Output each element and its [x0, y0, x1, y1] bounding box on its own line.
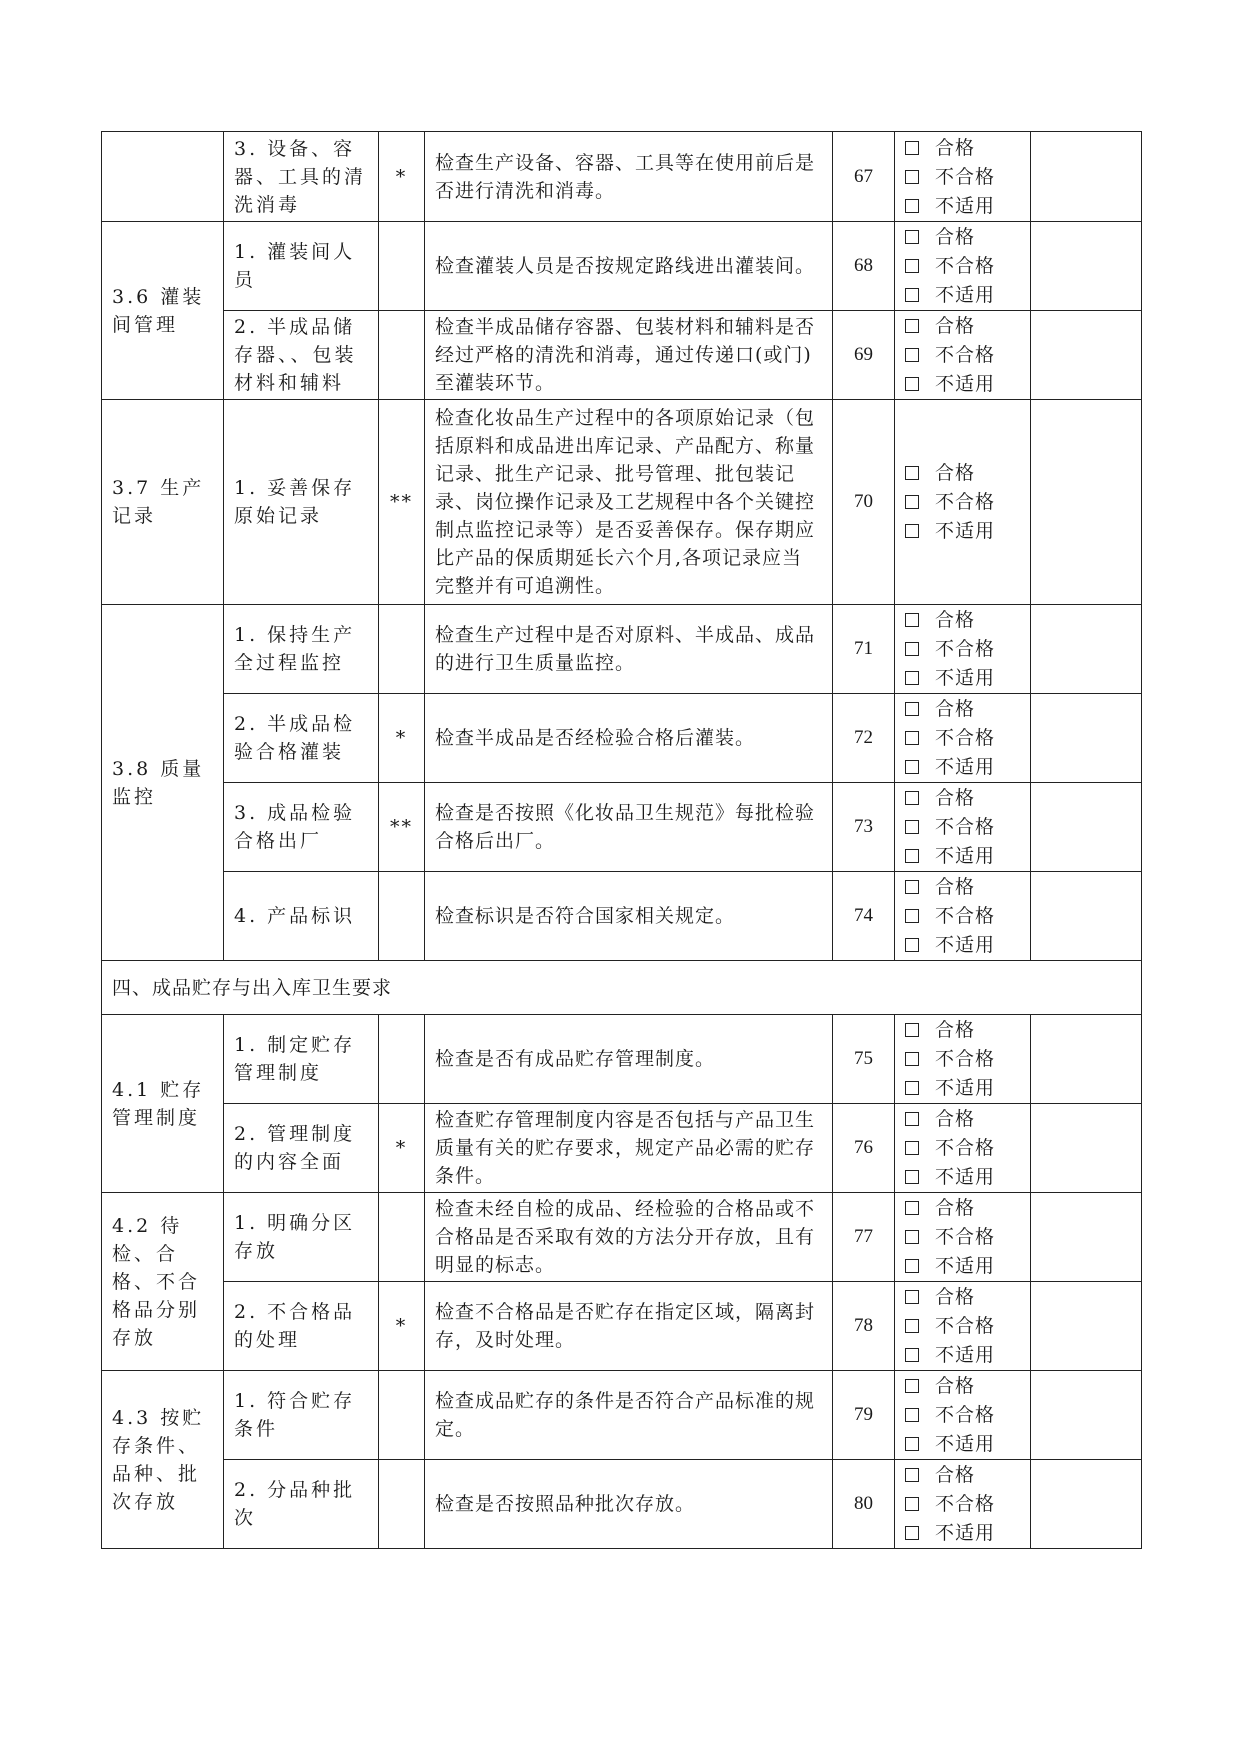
check-content: 检查贮存管理制度内容是否包括与产品卫生质量有关的贮存要求，规定产品必需的贮存条件。: [425, 1104, 833, 1193]
checkbox-icon[interactable]: [905, 259, 919, 273]
option-fail[interactable]: 不合格: [905, 162, 1020, 191]
result-options: [895, 783, 1031, 872]
option-fail[interactable]: 不合格: [905, 635, 1020, 664]
checkbox-icon[interactable]: [905, 524, 919, 538]
checkbox-icon[interactable]: [905, 1437, 919, 1451]
item-number: 71: [833, 605, 895, 694]
checkbox-icon[interactable]: [905, 702, 919, 716]
checkbox-icon[interactable]: [905, 1379, 919, 1393]
sub-item-cell: 2. 管理制度的内容全面: [224, 1104, 379, 1193]
importance-mark: *: [379, 694, 425, 783]
checkbox-icon[interactable]: [905, 909, 919, 923]
checkbox-icon[interactable]: [905, 1052, 919, 1066]
checkbox-icon[interactable]: [905, 1170, 919, 1184]
sub-item-cell: 4. 产品标识: [224, 872, 379, 961]
result-options: [895, 222, 1031, 311]
table-row: [102, 132, 1142, 222]
option-pass[interactable]: 合格: [905, 1016, 1020, 1045]
checkbox-icon[interactable]: [905, 230, 919, 244]
item-number: 79: [833, 1371, 895, 1460]
result-options: [895, 1371, 1031, 1460]
checkbox-icon[interactable]: [905, 880, 919, 894]
item-number: 77: [833, 1193, 895, 1282]
option-fail[interactable]: 不合格: [905, 1223, 1020, 1252]
sub-item-cell: 3. 成品检验合格出厂: [224, 783, 379, 872]
importance-mark: *: [379, 1282, 425, 1371]
checkbox-icon[interactable]: [905, 1290, 919, 1304]
checkbox-icon[interactable]: [905, 199, 919, 213]
sub-item-cell: 2. 半成品检验合格灌装: [224, 694, 379, 783]
check-content: 检查是否按照品种批次存放。: [425, 1460, 833, 1549]
remarks-cell[interactable]: [1031, 1371, 1142, 1460]
option-na[interactable]: 不适用: [905, 753, 1020, 782]
option-na[interactable]: 不适用: [905, 191, 1020, 220]
table-row: [102, 1460, 1142, 1549]
check-content: 检查生产设备、容器、工具等在使用前后是否进行清洗和消毒。: [425, 132, 833, 222]
importance-mark: [379, 605, 425, 694]
importance-mark: [379, 1371, 425, 1460]
option-na[interactable]: 不适用: [905, 931, 1020, 960]
check-content: 检查标识是否符合国家相关规定。: [425, 872, 833, 961]
importance-mark: [379, 1460, 425, 1549]
sub-item-cell: 1. 制定贮存管理制度: [224, 1015, 379, 1104]
table-row: [102, 222, 1142, 311]
checkbox-icon[interactable]: [905, 1081, 919, 1095]
result-options: [895, 400, 1031, 605]
option-na[interactable]: 不适用: [905, 1341, 1020, 1370]
sub-item-cell: 1. 保持生产全过程监控: [224, 605, 379, 694]
result-options: [895, 1282, 1031, 1371]
option-fail[interactable]: 不合格: [905, 1134, 1020, 1163]
result-options: [895, 1104, 1031, 1193]
item-cell: 3.6 灌装间管理: [102, 222, 224, 400]
checkbox-icon[interactable]: [905, 1141, 919, 1155]
table-row: [102, 400, 1142, 605]
checkbox-icon[interactable]: [905, 1201, 919, 1215]
importance-mark: [379, 222, 425, 311]
sub-item-cell: 2. 分品种批次: [224, 1460, 379, 1549]
importance-mark: **: [379, 400, 425, 605]
checkbox-icon[interactable]: [905, 319, 919, 333]
check-content: 检查是否按照《化妆品卫生规范》每批检验合格后出厂。: [425, 783, 833, 872]
check-content: 检查半成品储存容器、包装材料和辅料是否经过严格的清洗和消毒，通过传递口(或门)至灌装环节。: [425, 311, 833, 400]
option-fail[interactable]: 不合格: [905, 1045, 1020, 1074]
remarks-cell[interactable]: [1031, 400, 1142, 605]
check-content: 检查是否有成品贮存管理制度。: [425, 1015, 833, 1104]
item-number: 74: [833, 872, 895, 961]
option-fail[interactable]: 不合格: [905, 1401, 1020, 1430]
option-fail[interactable]: 不合格: [905, 252, 1020, 281]
result-options: [895, 1015, 1031, 1104]
option-pass[interactable]: 合格: [905, 695, 1020, 724]
option-pass[interactable]: 合格: [905, 606, 1020, 635]
option-pass[interactable]: 合格: [905, 1105, 1020, 1134]
checkbox-icon[interactable]: [905, 1023, 919, 1037]
checkbox-icon[interactable]: [905, 791, 919, 805]
remarks-cell[interactable]: [1031, 694, 1142, 783]
table-row: [102, 1104, 1142, 1193]
checkbox-icon[interactable]: [905, 348, 919, 362]
checkbox-icon[interactable]: [905, 1408, 919, 1422]
option-pass[interactable]: 合格: [905, 1372, 1020, 1401]
importance-mark: [379, 311, 425, 400]
checkbox-icon[interactable]: [905, 1468, 919, 1482]
checkbox-icon[interactable]: [905, 466, 919, 480]
sub-item-cell: 1. 妥善保存原始记录: [224, 400, 379, 605]
option-na[interactable]: 不适用: [905, 517, 1020, 546]
checkbox-icon[interactable]: [905, 141, 919, 155]
sub-item-cell: 1. 灌装间人员: [224, 222, 379, 311]
checkbox-icon[interactable]: [905, 495, 919, 509]
option-fail[interactable]: 不合格: [905, 902, 1020, 931]
result-options: [895, 132, 1031, 222]
importance-mark: **: [379, 783, 425, 872]
remarks-cell[interactable]: [1031, 1015, 1142, 1104]
item-number: 76: [833, 1104, 895, 1193]
option-fail[interactable]: 不合格: [905, 813, 1020, 842]
remarks-cell[interactable]: [1031, 783, 1142, 872]
remarks-cell[interactable]: [1031, 1282, 1142, 1371]
item-number: 75: [833, 1015, 895, 1104]
item-number: 80: [833, 1460, 895, 1549]
option-na[interactable]: 不适用: [905, 1074, 1020, 1103]
item-number: 69: [833, 311, 895, 400]
check-content: 检查不合格品是否贮存在指定区域，隔离封存，及时处理。: [425, 1282, 833, 1371]
checkbox-icon[interactable]: [905, 288, 919, 302]
table-row: [102, 311, 1142, 400]
sub-item-cell: 2. 半成品储存器、、包装材料和辅料: [224, 311, 379, 400]
result-options: [895, 694, 1031, 783]
table-row: [102, 694, 1142, 783]
sub-item-cell: 1. 符合贮存条件: [224, 1371, 379, 1460]
option-pass[interactable]: 合格: [905, 784, 1020, 813]
option-pass[interactable]: 合格: [905, 1194, 1020, 1223]
item-cell-empty: [102, 132, 224, 222]
item-cell: 3.7 生产记录: [102, 400, 224, 605]
option-na[interactable]: 不适用: [905, 281, 1020, 310]
item-number: 73: [833, 783, 895, 872]
remarks-cell[interactable]: [1031, 132, 1142, 222]
option-fail[interactable]: 不合格: [905, 1312, 1020, 1341]
section-title: 四、成品贮存与出入库卫生要求: [102, 961, 1142, 1015]
inspection-table: [101, 131, 1142, 1549]
checkbox-icon[interactable]: [905, 1230, 919, 1244]
result-options: [895, 311, 1031, 400]
table-row: [102, 605, 1142, 694]
importance-mark: [379, 1015, 425, 1104]
checkbox-icon[interactable]: [905, 170, 919, 184]
check-content: 检查半成品是否经检验合格后灌装。: [425, 694, 833, 783]
checkbox-icon[interactable]: [905, 1348, 919, 1362]
table-row: [102, 1193, 1142, 1282]
checkbox-icon[interactable]: [905, 377, 919, 391]
option-fail[interactable]: 不合格: [905, 724, 1020, 753]
option-na[interactable]: 不适用: [905, 1252, 1020, 1281]
checkbox-icon[interactable]: [905, 1259, 919, 1273]
option-fail[interactable]: 不合格: [905, 1490, 1020, 1519]
check-content: 检查生产过程中是否对原料、半成品、成品的进行卫生质量监控。: [425, 605, 833, 694]
checkbox-icon[interactable]: [905, 1112, 919, 1126]
option-pass[interactable]: 合格: [905, 873, 1020, 902]
result-options: [895, 1193, 1031, 1282]
option-pass[interactable]: 合格: [905, 1283, 1020, 1312]
remarks-cell[interactable]: [1031, 872, 1142, 961]
table-row: [102, 872, 1142, 961]
result-options: [895, 872, 1031, 961]
table-row: [102, 1015, 1142, 1104]
item-number: 70: [833, 400, 895, 605]
remarks-cell[interactable]: [1031, 1460, 1142, 1549]
item-cell: 4.2 待检、合格、不合格品分别存放: [102, 1193, 224, 1371]
remarks-cell[interactable]: [1031, 222, 1142, 311]
checkbox-icon[interactable]: [905, 820, 919, 834]
importance-mark: [379, 872, 425, 961]
importance-mark: *: [379, 1104, 425, 1193]
checkbox-icon[interactable]: [905, 1319, 919, 1333]
table-row: [102, 1371, 1142, 1460]
option-pass[interactable]: 合格: [905, 1461, 1020, 1490]
option-na[interactable]: 不适用: [905, 842, 1020, 871]
checkbox-icon[interactable]: [905, 671, 919, 685]
importance-mark: *: [379, 132, 425, 222]
remarks-cell[interactable]: [1031, 311, 1142, 400]
option-fail[interactable]: 不合格: [905, 488, 1020, 517]
checkbox-icon[interactable]: [905, 1497, 919, 1511]
importance-mark: [379, 1193, 425, 1282]
option-na[interactable]: 不适用: [905, 664, 1020, 693]
checkbox-icon[interactable]: [905, 1526, 919, 1540]
option-na[interactable]: 不适用: [905, 370, 1020, 399]
option-pass[interactable]: 合格: [905, 223, 1020, 252]
option-pass[interactable]: 合格: [905, 459, 1020, 488]
option-pass[interactable]: 合格: [905, 312, 1020, 341]
checkbox-icon[interactable]: [905, 613, 919, 627]
option-na[interactable]: 不适用: [905, 1519, 1020, 1548]
item-cell: 3.8 质量监控: [102, 605, 224, 961]
item-cell: 4.3 按贮存条件、品种、批次存放: [102, 1371, 224, 1549]
checkbox-icon[interactable]: [905, 731, 919, 745]
item-number: 72: [833, 694, 895, 783]
table-row: [102, 1282, 1142, 1371]
check-content: 检查未经自检的成品、经检验的合格品或不合格品是否采取有效的方法分开存放，且有明显的标志。: [425, 1193, 833, 1282]
check-content: 检查化妆品生产过程中的各项原始记录（包括原料和成品进出库记录、产品配方、称量记录、批生产记录、批号管理、批包装记录、岗位操作记录及工艺规程中各个关键控制点监控记录等）是否妥善保存。保存期应比产品的保质期延长六个月,各项记录应当完整并有可追溯性。: [425, 400, 833, 605]
checkbox-icon[interactable]: [905, 938, 919, 952]
section-header-row: [102, 961, 1142, 1015]
table-row: [102, 783, 1142, 872]
item-cell: 4.1 贮存管理制度: [102, 1015, 224, 1193]
option-pass[interactable]: 合格: [905, 133, 1020, 162]
remarks-cell[interactable]: [1031, 1104, 1142, 1193]
sub-item-cell: 1. 明确分区存放: [224, 1193, 379, 1282]
sub-item-cell: 3. 设备、容器、工具的清洗消毒: [224, 132, 379, 222]
item-number: 78: [833, 1282, 895, 1371]
option-na[interactable]: 不适用: [905, 1163, 1020, 1192]
check-content: 检查成品贮存的条件是否符合产品标准的规定。: [425, 1371, 833, 1460]
remarks-cell[interactable]: [1031, 605, 1142, 694]
result-options: [895, 1460, 1031, 1549]
option-na[interactable]: 不适用: [905, 1430, 1020, 1459]
remarks-cell[interactable]: [1031, 1193, 1142, 1282]
item-number: 68: [833, 222, 895, 311]
option-fail[interactable]: 不合格: [905, 341, 1020, 370]
sub-item-cell: 2. 不合格品的处理: [224, 1282, 379, 1371]
check-content: 检查灌装人员是否按规定路线进出灌装间。: [425, 222, 833, 311]
checkbox-icon[interactable]: [905, 760, 919, 774]
checkbox-icon[interactable]: [905, 849, 919, 863]
result-options: [895, 605, 1031, 694]
checkbox-icon[interactable]: [905, 642, 919, 656]
item-number: 67: [833, 132, 895, 222]
